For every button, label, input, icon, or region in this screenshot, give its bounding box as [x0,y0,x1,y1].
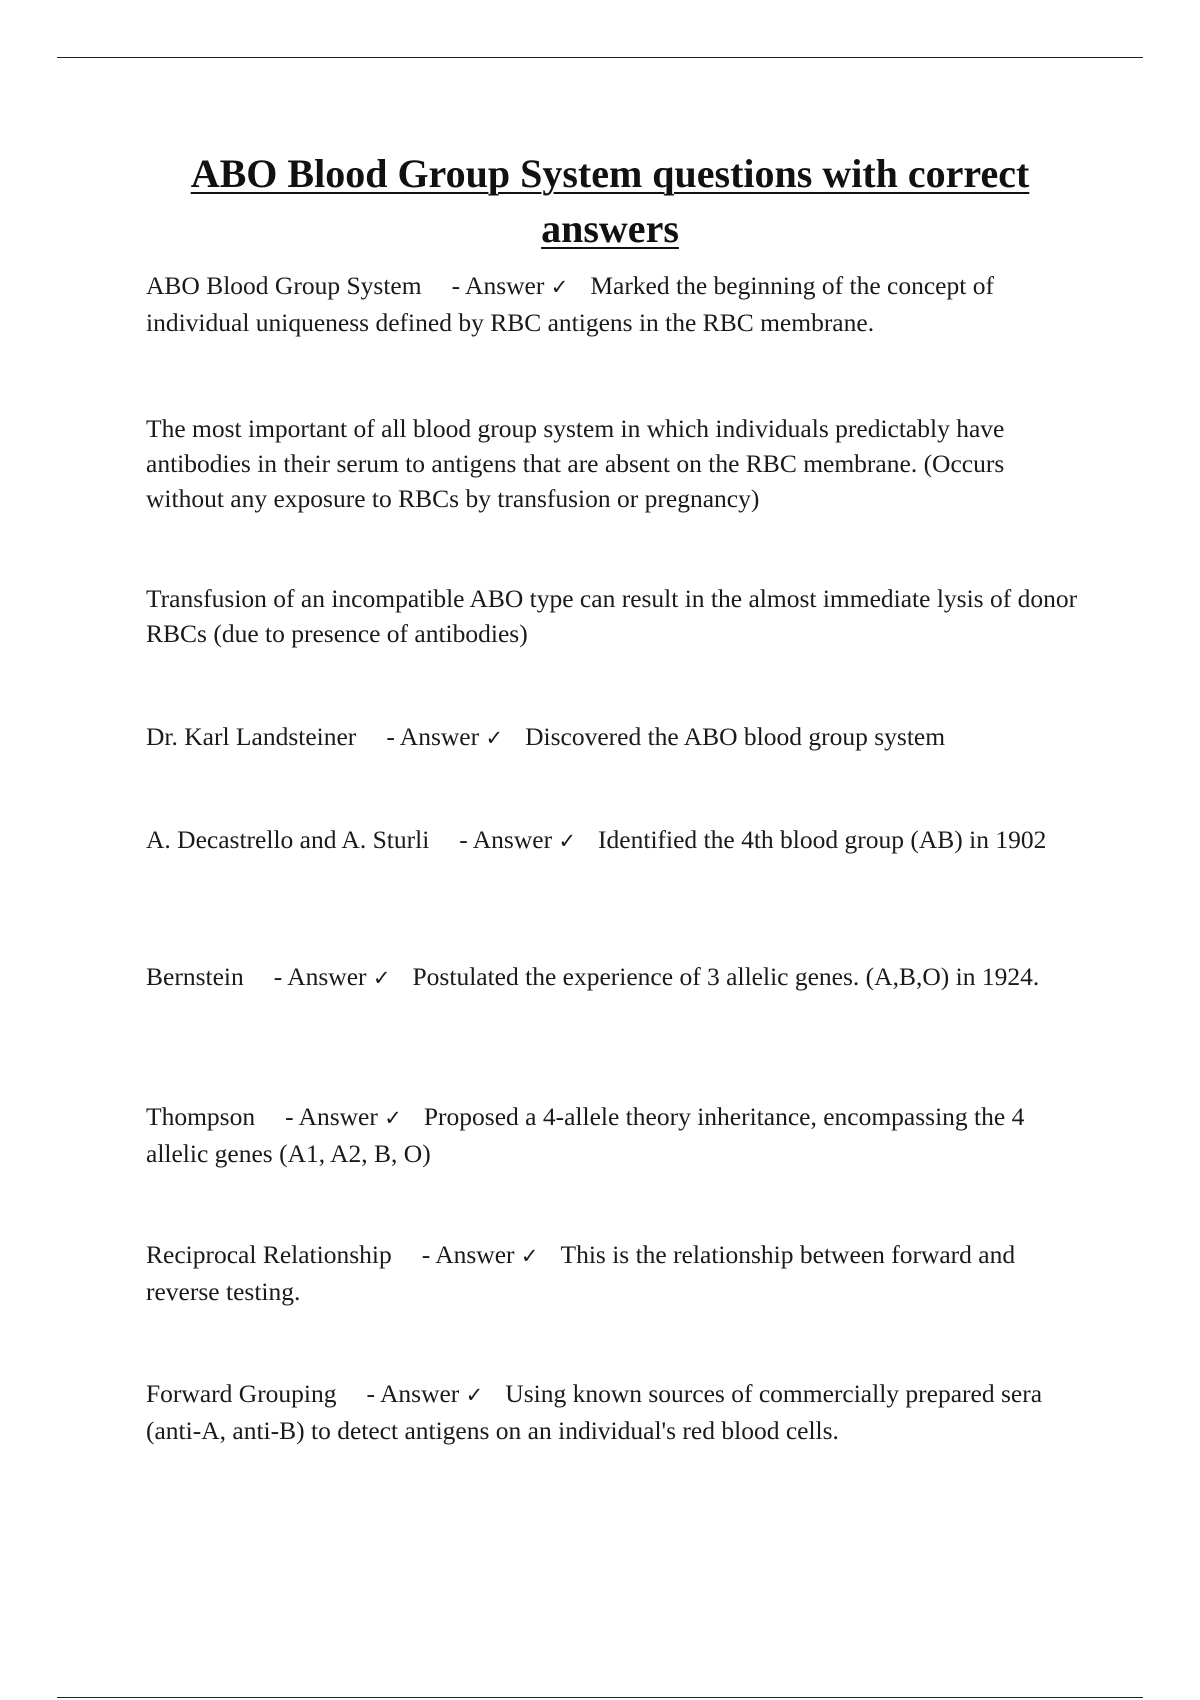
answer-separator: - Answer [285,1102,378,1131]
qa-entry-abo-system [146,268,1086,340]
document-title: ABO Blood Group System questions with correct answers [190,151,1030,251]
answer-separator: - Answer [273,962,367,991]
question-text: Reciprocal Relationship [146,1240,392,1269]
answer-separator: - Answer [421,1240,515,1269]
qa-entry-forward-grouping [146,1376,1086,1448]
answer-separator: - Answer [386,722,480,751]
answer-text: Proposed a 4-allele theory inheritance, encompassing the 4 allelic genes (A1, A2, B, O) [146,1102,1025,1168]
question-text: ABO Blood Group System [146,271,422,300]
answer-separator: - Answer [459,825,553,854]
answer-separator: - Answer [451,271,545,300]
answer-text: Postulated the experience of 3 allelic genes. (A,B,O) in 1924. [412,962,1040,991]
check-mark-icon: ✓ [372,966,391,990]
text-entry-transfusion: Transfusion of an incompatible ABO type can result in the almost immediate lysis of donor RBCs (due to presence of antibodies) [146,584,1078,648]
check-mark-icon: ✓ [485,726,504,750]
check-mark-icon: ✓ [558,829,577,853]
qa-entry-reciprocal-relationship [146,1237,1086,1309]
qa-entry-thompson [146,1099,1086,1171]
qa-entry-decastrello-sturli [146,822,1086,859]
answer-text: This is the relationship between forward and reverse testing. [146,1240,1016,1306]
bottom-rule [57,1697,1143,1698]
qa-entry-bernstein [146,959,1086,996]
text-entry-importance: The most important of all blood group system in which individuals predictably have antibodies in their serum to antigens that are absent on the RBC membrane. (Occurs without any exposure to RBCs by transfusion or pregnancy) [146,414,1005,513]
answer-text: Identified the 4th blood group (AB) in 1902 [598,825,1047,854]
qa-entry-landsteiner [146,719,1086,756]
question-text: Forward Grouping [146,1379,337,1408]
question-text: A. Decastrello and A. Sturli [146,825,430,854]
question-text: Dr. Karl Landsteiner [146,722,357,751]
check-mark-icon: ✓ [465,1383,484,1407]
answer-separator: - Answer [366,1379,460,1408]
check-mark-icon: ✓ [384,1106,402,1130]
question-text: Thompson [146,1102,256,1131]
check-mark-icon: ✓ [550,275,569,299]
answer-text: Marked the beginning of the concept of individual uniqueness defined by RBC antigens in the RBC membrane. [146,271,994,337]
answer-text: Discovered the ABO blood group system [525,722,946,751]
top-rule [57,57,1143,58]
question-text: Bernstein [146,962,244,991]
check-mark-icon: ✓ [520,1244,539,1268]
answer-text: Using known sources of commercially prepared sera (anti-A, anti-B) to detect antigens on an individual's red blood cells. [146,1379,1043,1445]
